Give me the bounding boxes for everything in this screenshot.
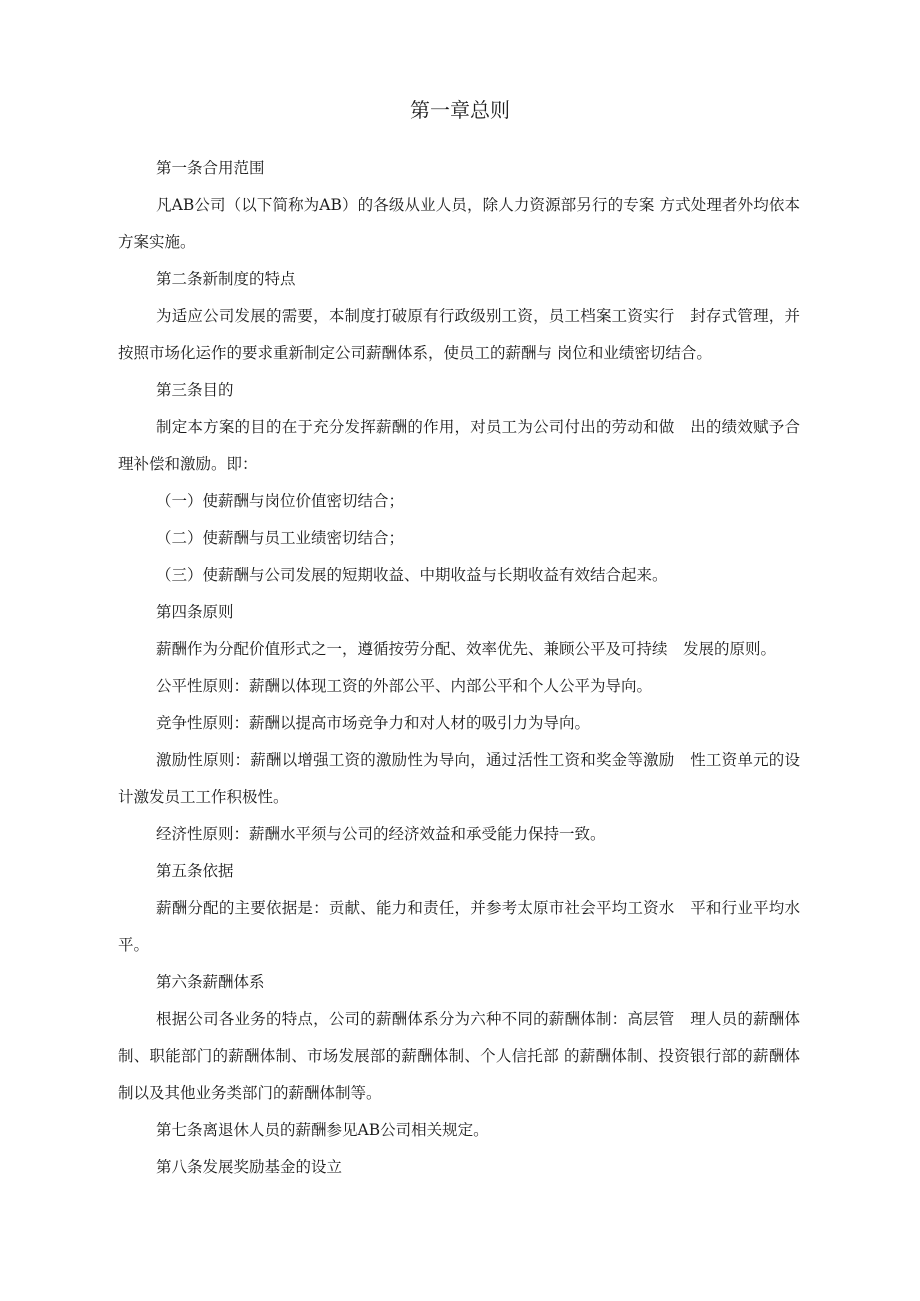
article-heading: 第二条新制度的特点 <box>156 270 296 288</box>
article-heading: 第八条发展奖励基金的设立 <box>156 1158 343 1176</box>
paragraph: 薪酬作为分配价值形式之一，遵循按劳分配、效率优先、兼顾公平及可持续 发展的原则。 <box>156 640 777 658</box>
paragraph: 凡AB公司（以下简称为AB）的各级从业人员，除人力资源部另行的专案 方式处理者外均依本方案实施。 <box>118 196 800 251</box>
document-body <box>118 150 800 1186</box>
principle-item: 竞争性原则：薪酬以提高市场竞争力和对人材的吸引力为导向。 <box>156 714 591 732</box>
principle-item: 公平性原则：薪酬以体现工资的外部公平、内部公平和个人公平为导向。 <box>156 677 653 695</box>
article-heading: 第四条原则 <box>156 603 234 621</box>
paragraph: 根据公司各业务的特点，公司的薪酬体系分为六种不同的薪酬体制：高层管 理人员的薪酬体制、职能部门的薪酬体制、市场发展部的薪酬体制、个人信托部 的薪酬体制、投资银行部的薪酬体制以及其他业务类部门的薪酬体制等。 <box>118 1010 800 1102</box>
list-item: （二）使薪酬与员工业绩密切结合； <box>156 529 405 547</box>
article-heading: 第三条目的 <box>156 381 234 399</box>
paragraph: 制定本方案的目的在于充分发挥薪酬的作用，对员工为公司付出的劳动和做 出的绩效赋予合理补偿和激励。即： <box>118 418 800 473</box>
list-item: （三）使薪酬与公司发展的短期收益、中期收益与长期收益有效结合起来。 <box>156 566 668 584</box>
article-heading: 第五条依据 <box>156 862 234 880</box>
paragraph: 为适应公司发展的需要，本制度打破原有行政级别工资，员工档案工资实行 封存式管理，并按照市场化运作的要求重新制定公司薪酬体系，使员工的薪酬与 岗位和业绩密切结合。 <box>118 307 800 362</box>
article-heading: 第七条离退休人员的薪酬参见AB公司相关规定。 <box>156 1121 489 1139</box>
chapter-title: 第一章总则 <box>410 98 510 122</box>
list-item: （一）使薪酬与岗位价值密切结合； <box>156 492 405 510</box>
paragraph: 薪酬分配的主要依据是：贡献、能力和责任，并参考太原市社会平均工资水 平和行业平均水平。 <box>118 899 800 954</box>
principle-item: 激励性原则：薪酬以增强工资的激励性为导向，通过活性工资和奖金等激励 性工资单元的设计激发员工工作积极性。 <box>118 751 800 806</box>
principle-item: 经济性原则：薪酬水平须与公司的经济效益和承受能力保持一致。 <box>156 825 606 843</box>
article-heading: 第六条薪酬体系 <box>156 973 265 991</box>
article-heading: 第一条合用范围 <box>156 159 265 177</box>
